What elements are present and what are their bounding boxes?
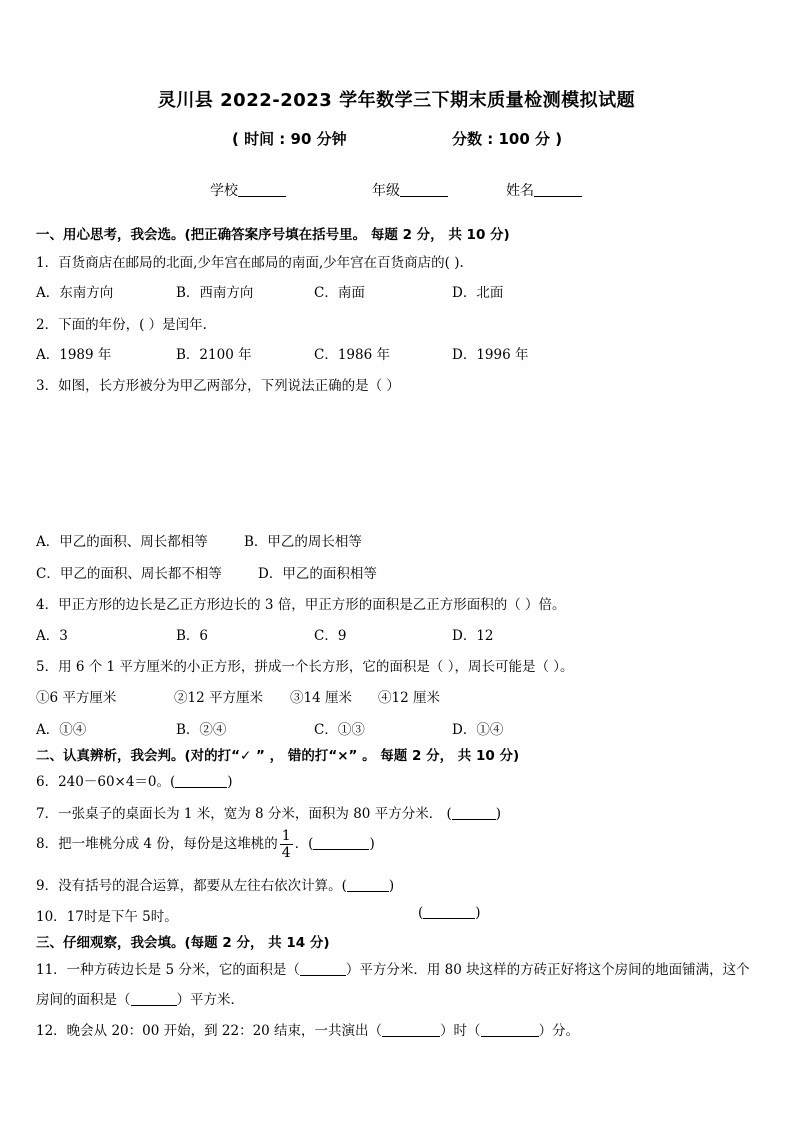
- q3-option-b[interactable]: B．甲乙的周长相等: [244, 534, 362, 550]
- q11-text-c: 房间的面积是（: [36, 992, 131, 1008]
- q10-answer-blank[interactable]: [423, 905, 475, 919]
- question-10: 10．17时是下午 5时。: [36, 909, 178, 925]
- q3-figure-area: [60, 400, 720, 515]
- q11-text-d: ）平方米．: [176, 992, 244, 1008]
- q5-option-a[interactable]: A．①④: [36, 722, 87, 738]
- grade-field[interactable]: [372, 180, 448, 200]
- q4-option-d[interactable]: D．12: [452, 628, 494, 644]
- q8-fraction-numerator: 1: [281, 828, 291, 844]
- q4-option-c[interactable]: C．9: [314, 628, 347, 644]
- q5-choice-4: ④12 厘米: [378, 690, 440, 706]
- q5-option-b[interactable]: B．②④: [176, 722, 227, 738]
- q8-text: 8．把一堆桃分成 4 份，每份是这堆桃的: [36, 836, 278, 852]
- section-2-heading: 二、认真辨析，我会判。(对的打“✓ ” ， 错的打“×” 。 每题 2 分， 共 10 分): [36, 748, 520, 764]
- q11-text-b: ）平方分米．用 80 块这样的方砖正好将这个房间的地面铺满，这个: [345, 962, 750, 978]
- q5-option-c[interactable]: C．①③: [314, 722, 365, 738]
- question-9: [36, 874, 394, 894]
- q8-fraction-denominator: 4: [281, 845, 291, 861]
- q1-option-d[interactable]: D．北面: [452, 285, 504, 301]
- question-8: [36, 828, 375, 861]
- q7-close: ): [495, 806, 502, 822]
- q7-answer-blank[interactable]: [452, 806, 496, 820]
- q2-option-b[interactable]: B．2100 年: [176, 347, 252, 363]
- question-7: [36, 802, 501, 822]
- q8-open: ．(: [294, 836, 314, 852]
- q12-text-c: ）分。: [538, 1023, 580, 1039]
- q1-option-a[interactable]: A．东南方向: [36, 285, 114, 301]
- q3-option-d[interactable]: D．甲乙的面积相等: [258, 566, 377, 582]
- q12-answer-blank-minutes[interactable]: [481, 1023, 539, 1037]
- q6-text: 6．240－60×4＝0。(: [36, 774, 176, 790]
- q5-choice-1: ①6 平方厘米: [36, 690, 117, 706]
- q12-text-b: ）时（: [440, 1023, 481, 1039]
- name-blank[interactable]: [534, 182, 582, 197]
- q4-option-b[interactable]: B．6: [176, 628, 209, 644]
- q11-answer-blank-2[interactable]: [131, 992, 177, 1006]
- q4-option-a[interactable]: A．3: [36, 628, 68, 644]
- section-1-heading: 一、用心思考，我会选。(把正确答案序号填在括号里。 每题 2 分， 共 10 分): [36, 227, 510, 243]
- name-field[interactable]: [506, 180, 582, 200]
- school-label: 学校: [210, 183, 238, 199]
- school-blank[interactable]: [238, 182, 286, 197]
- q10-close: ): [475, 905, 481, 921]
- q8-fraction: [280, 828, 293, 861]
- question-2: 2．下面的年份，( ）是闰年.: [36, 317, 207, 333]
- q5-choice-2: ②12 平方厘米: [174, 690, 263, 706]
- q6-answer-blank[interactable]: [175, 774, 227, 788]
- q6-close: ): [227, 774, 233, 790]
- q9-answer-blank[interactable]: [347, 878, 389, 892]
- section-3-heading: 三、仔细观察，我会填。(每题 2 分， 共 14 分): [36, 935, 330, 951]
- question-11-line-1: [36, 958, 750, 978]
- question-1: 1．百货商店在邮局的北面,少年宫在邮局的南面,少年宫在百货商店的( ).: [36, 255, 464, 271]
- q9-text: 9．没有括号的混合运算，都要从左往右依次计算。(: [36, 878, 347, 894]
- question-3: 3．如图，长方形被分为甲乙两部分，下列说法正确的是（ ）: [36, 378, 400, 394]
- q2-option-d[interactable]: D．1996 年: [452, 347, 529, 363]
- q8-answer-blank[interactable]: [313, 836, 369, 850]
- q10-answer: [418, 905, 481, 921]
- q1-option-c[interactable]: C．南面: [314, 285, 365, 301]
- q1-option-b[interactable]: B．西南方向: [176, 285, 254, 301]
- q5-option-d[interactable]: D．①④: [452, 722, 504, 738]
- grade-label: 年级: [372, 183, 400, 199]
- q12-text-a: 12．晚会从 20：00 开始，到 22：20 结束，一共演出（: [36, 1023, 383, 1039]
- q12-answer-blank-hours[interactable]: [382, 1023, 440, 1037]
- q2-option-a[interactable]: A．1989 年: [36, 347, 112, 363]
- question-6: [36, 770, 233, 790]
- name-label: 姓名: [506, 183, 534, 199]
- q5-choice-3: ③14 厘米: [290, 690, 352, 706]
- question-4: 4．甲正方形的边长是乙正方形边长的 3 倍，甲正方形的面积是乙正方形面积的（ ）倍。: [36, 597, 566, 613]
- q3-option-a[interactable]: A．甲乙的面积、周长都相等: [36, 534, 208, 550]
- q9-close: ): [388, 878, 395, 894]
- q3-option-c[interactable]: C．甲乙的面积、周长都不相等: [36, 566, 222, 582]
- q8-close: ): [369, 836, 375, 852]
- exam-score: 分数 : 100 分 ): [452, 130, 563, 148]
- school-field[interactable]: [210, 180, 286, 200]
- q10-open: (: [418, 905, 424, 921]
- q7-text: 7．一张桌子的桌面长为 1 米，宽为 8 分米，面积为 80 平方分米． (: [36, 806, 452, 822]
- question-11-line-2: [36, 988, 244, 1008]
- q11-text-a: 11．一种方砖边长是 5 分米，它的面积是（: [36, 962, 300, 978]
- q2-option-c[interactable]: C．1986 年: [314, 347, 390, 363]
- q11-answer-blank-1[interactable]: [300, 962, 346, 976]
- grade-blank[interactable]: [400, 182, 448, 197]
- exam-time: ( 时间 : 90 分钟: [232, 130, 347, 148]
- question-12: [36, 1019, 579, 1039]
- page-title: 灵川县 2022-2023 学年数学三下期末质量检测模拟试题: [157, 90, 636, 111]
- question-5: 5．用 6 个 1 平方厘米的小正方形，拼成一个长方形，它的面积是（ ），周长可能是（ ）。: [36, 659, 574, 675]
